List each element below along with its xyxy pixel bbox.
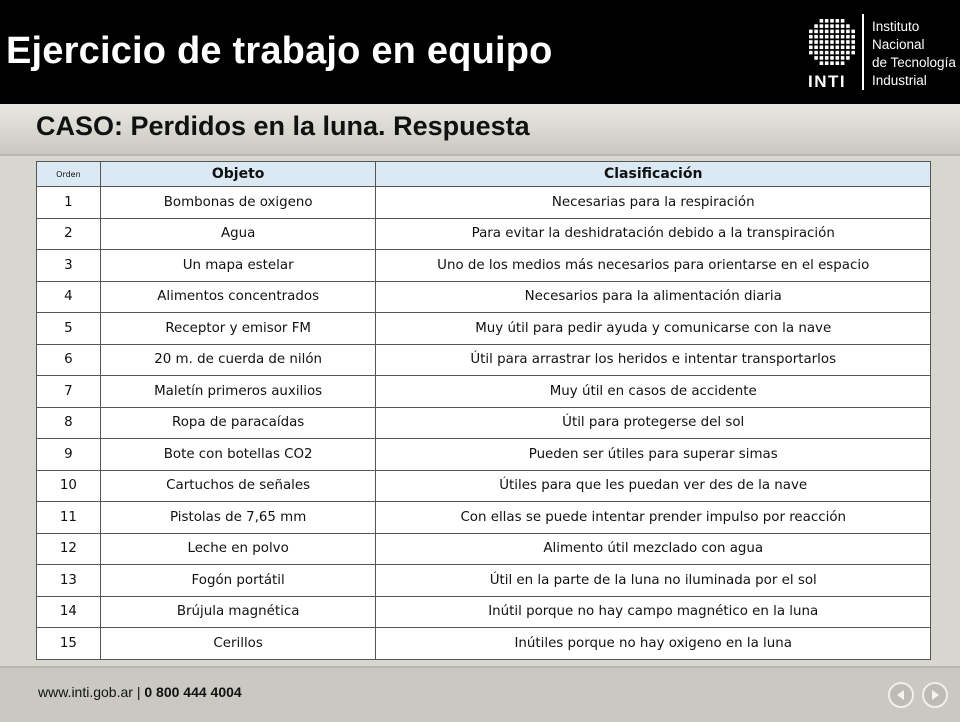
logo-dot (836, 24, 840, 28)
footer-phone: 0 800 444 4004 (144, 684, 242, 700)
table-row (37, 596, 931, 628)
table-row (37, 565, 931, 597)
logo-dot (825, 51, 829, 55)
table-row (37, 313, 931, 345)
logo-acronym: INTI (808, 72, 847, 91)
logo-dot (851, 46, 855, 50)
logo-dot (841, 51, 845, 55)
logo-dot (809, 35, 813, 39)
cell-clasificacion: Uno de los medios más necesarios para orientarse en el espacio (376, 250, 931, 282)
prev-button[interactable] (888, 682, 914, 708)
cell-objeto: Alimentos concentrados (100, 281, 376, 313)
slide-subtitle: CASO: Perdidos en la luna. Respuesta (36, 111, 530, 141)
cell-clasificacion: Necesarios para la alimentación diaria (376, 281, 931, 313)
logo-dot (830, 51, 834, 55)
cell-orden: 1 (37, 187, 101, 219)
cell-orden: 9 (37, 439, 101, 471)
table-row (37, 218, 931, 250)
logo-dot (809, 40, 813, 44)
logo-dot (809, 51, 813, 55)
cell-orden: 7 (37, 376, 101, 408)
table-row (37, 407, 931, 439)
cell-orden: 13 (37, 565, 101, 597)
logo-dot (830, 35, 834, 39)
next-arrow-icon (927, 687, 943, 703)
logo-dot (841, 61, 845, 65)
logo-dot (825, 61, 829, 65)
logo-dot (830, 24, 834, 28)
cell-objeto: Pistolas de 7,65 mm (100, 502, 376, 534)
logo-dot (846, 56, 850, 60)
logo-dot (846, 46, 850, 50)
logo-dot (851, 51, 855, 55)
cell-clasificacion: Muy útil para pedir ayuda y comunicarse con la nave (376, 313, 931, 345)
cell-objeto: Receptor y emisor FM (100, 313, 376, 345)
table-row (37, 187, 931, 219)
logo-dot (814, 30, 818, 34)
header-clasificacion: Clasificación (376, 162, 931, 187)
cell-objeto: Bote con botellas CO2 (100, 439, 376, 471)
logo-dot (836, 35, 840, 39)
cell-clasificacion: Necesarias para la respiración (376, 187, 931, 219)
logo-dot (841, 35, 845, 39)
logo-dot (841, 19, 845, 23)
cell-orden: 12 (37, 533, 101, 565)
logo-dot (825, 40, 829, 44)
cell-objeto: Leche en polvo (100, 533, 376, 565)
next-button[interactable] (922, 682, 948, 708)
footer-website: www.inti.gob.ar (38, 684, 133, 700)
answer-table (36, 161, 931, 660)
cell-orden: 4 (37, 281, 101, 313)
cell-objeto: Maletín primeros auxilios (100, 376, 376, 408)
cell-clasificacion: Útil para arrastrar los heridos e intentar transportarlos (376, 344, 931, 376)
cell-orden: 14 (37, 596, 101, 628)
logo-dot (820, 30, 824, 34)
logo-dot (830, 56, 834, 60)
cell-objeto: 20 m. de cuerda de nilón (100, 344, 376, 376)
logo-dot (825, 46, 829, 50)
table-row (37, 376, 931, 408)
cell-clasificacion: Pueden ser útiles para superar simas (376, 439, 931, 471)
logo-dot (814, 24, 818, 28)
logo-dot (846, 51, 850, 55)
logo-dot (820, 56, 824, 60)
slide-title: Ejercicio de trabajo en equipo (6, 30, 553, 72)
logo-dot (841, 46, 845, 50)
cell-clasificacion: Útil para protegerse del sol (376, 407, 931, 439)
logo-dot (814, 35, 818, 39)
cell-clasificacion: Inútiles porque no hay oxigeno en la luna (376, 628, 931, 660)
cell-objeto: Agua (100, 218, 376, 250)
cell-objeto: Un mapa estelar (100, 250, 376, 282)
cell-orden: 10 (37, 470, 101, 502)
logo-line-1: Instituto (872, 19, 920, 34)
logo-dot (851, 30, 855, 34)
logo-dot (825, 35, 829, 39)
logo-dot (846, 35, 850, 39)
logo-dot (846, 40, 850, 44)
logo-line-4: Industrial (872, 73, 927, 88)
cell-orden: 15 (37, 628, 101, 660)
inti-logo-icon (806, 16, 858, 68)
cell-orden: 8 (37, 407, 101, 439)
logo-dot (846, 24, 850, 28)
cell-objeto: Fogón portátil (100, 565, 376, 597)
logo-dot (830, 40, 834, 44)
logo-dot (836, 40, 840, 44)
prev-arrow-icon (893, 687, 909, 703)
footer-contact (38, 684, 242, 700)
logo-dot (830, 30, 834, 34)
logo-dot (830, 61, 834, 65)
logo-dot (830, 46, 834, 50)
cell-orden: 3 (37, 250, 101, 282)
cell-clasificacion: Alimento útil mezclado con agua (376, 533, 931, 565)
table-row (37, 439, 931, 471)
logo-dot (836, 51, 840, 55)
table-row (37, 502, 931, 534)
logo-dot (851, 35, 855, 39)
cell-objeto: Cerillos (100, 628, 376, 660)
logo-dot (825, 56, 829, 60)
logo-name (872, 18, 956, 90)
logo-dot (841, 30, 845, 34)
logo-dot (825, 24, 829, 28)
table-row (37, 344, 931, 376)
logo-dot (820, 24, 824, 28)
cell-objeto: Cartuchos de señales (100, 470, 376, 502)
logo-dot (814, 56, 818, 60)
logo-dot (836, 30, 840, 34)
logo-dot (820, 51, 824, 55)
logo-dot (814, 46, 818, 50)
logo-dot (814, 51, 818, 55)
logo-dot (820, 35, 824, 39)
table-row (37, 250, 931, 282)
logo-dot (846, 30, 850, 34)
logo-dot (820, 19, 824, 23)
cell-orden: 2 (37, 218, 101, 250)
table-row (37, 628, 931, 660)
logo-dot (836, 61, 840, 65)
logo-line-2: Nacional (872, 37, 925, 52)
table-row (37, 470, 931, 502)
logo-dot (841, 40, 845, 44)
header-objeto: Objeto (100, 162, 376, 187)
logo-divider (862, 14, 864, 90)
logo-dot (836, 19, 840, 23)
logo-dot (820, 46, 824, 50)
logo-dot (851, 40, 855, 44)
cell-orden: 6 (37, 344, 101, 376)
logo-dot (809, 30, 813, 34)
logo-dot (825, 30, 829, 34)
cell-clasificacion: Con ellas se puede intentar prender impulso por reacción (376, 502, 931, 534)
table-row (37, 281, 931, 313)
cell-orden: 11 (37, 502, 101, 534)
logo-dot (830, 19, 834, 23)
cell-clasificacion: Útiles para que les puedan ver des de la nave (376, 470, 931, 502)
logo-dot (820, 61, 824, 65)
logo-dot (814, 40, 818, 44)
cell-objeto: Bombonas de oxigeno (100, 187, 376, 219)
cell-objeto: Ropa de paracaídas (100, 407, 376, 439)
logo-dot (820, 40, 824, 44)
logo-dot (841, 24, 845, 28)
logo-dot (825, 19, 829, 23)
cell-clasificacion: Muy útil en casos de accidente (376, 376, 931, 408)
table-header-row (37, 162, 931, 187)
cell-clasificacion: Para evitar la deshidratación debido a la transpiración (376, 218, 931, 250)
cell-objeto: Brújula magnética (100, 596, 376, 628)
logo-dot (836, 46, 840, 50)
cell-orden: 5 (37, 313, 101, 345)
cell-clasificacion: Inútil porque no hay campo magnético en la luna (376, 596, 931, 628)
logo-line-3: de Tecnología (872, 55, 956, 70)
logo-dot (841, 56, 845, 60)
cell-clasificacion: Útil en la parte de la luna no iluminada por el sol (376, 565, 931, 597)
logo-dot (809, 46, 813, 50)
footer-separator: | (132, 684, 145, 700)
header-orden: Orden (37, 162, 101, 187)
table-row (37, 533, 931, 565)
logo-dot (836, 56, 840, 60)
